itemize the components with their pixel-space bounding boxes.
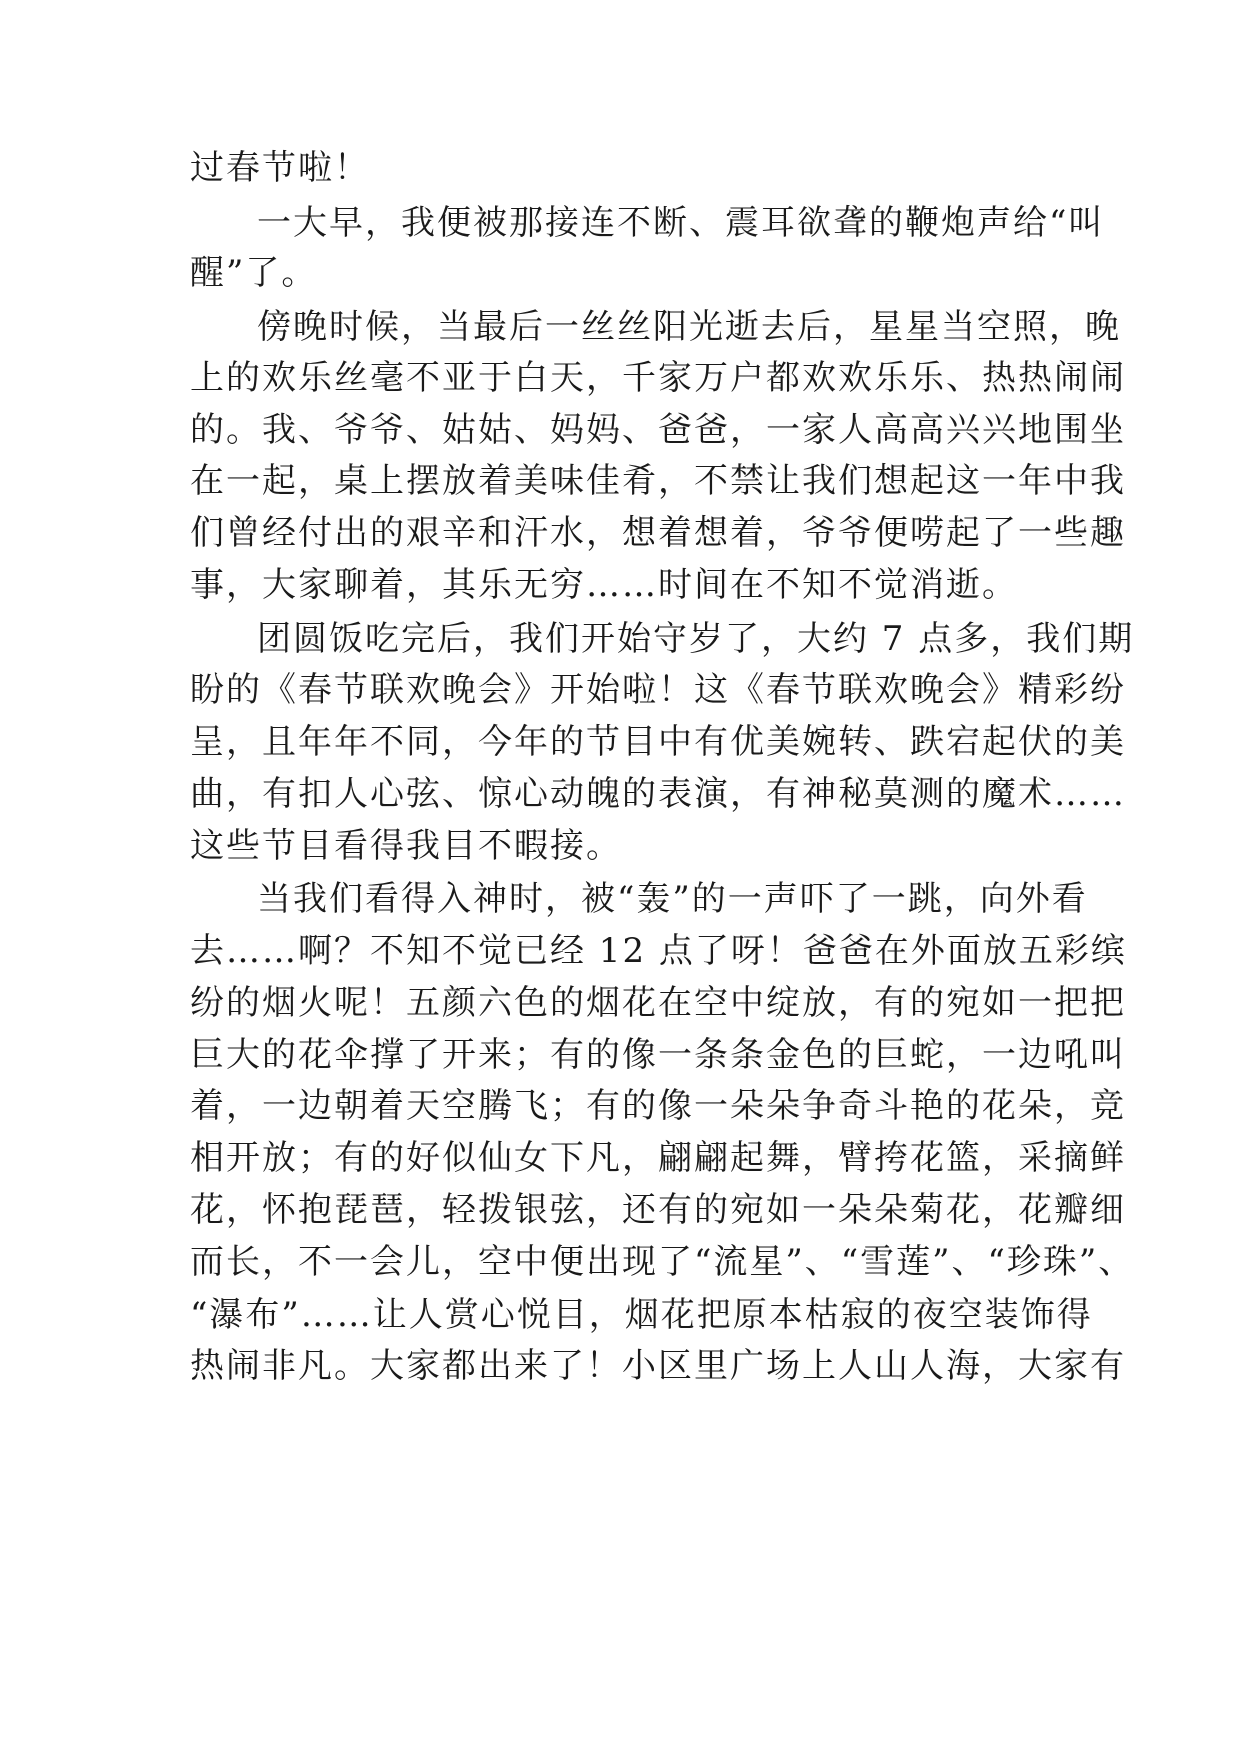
text-line: 盼的《春节联欢晚会》开始啦！这《春节联欢晚会》精彩纷 (190, 670, 1126, 710)
text-line: 去……啊？不知不觉已经 12 点了呀！爸爸在外面放五彩缤 (190, 931, 1127, 971)
text-line: 事，大家聊着，其乐无穷……时间在不知不觉消逝。 (190, 565, 1018, 605)
text-line: 而长，不一会儿，空中便出现了“流星”、“雪莲”、“珍珠”、 (190, 1242, 1135, 1282)
text-line: 上的欢乐丝毫不亚于白天，千家万户都欢欢乐乐、热热闹闹 (190, 358, 1126, 398)
text-line: 相开放；有的好似仙女下凡，翩翩起舞，臂挎花篮，采摘鲜 (190, 1138, 1126, 1178)
text-line: 花，怀抱琵琶，轻拨银弦，还有的宛如一朵朵菊花，花瓣细 (190, 1190, 1126, 1230)
paragraph-start: 团圆饭吃完后，我们开始守岁了，大约 7 点多，我们期 (257, 619, 1135, 659)
text-line: 纷的烟火呢！五颜六色的烟花在空中绽放，有的宛如一把把 (190, 983, 1126, 1023)
text-line: 们曾经付出的艰辛和汗水，想着想着，爷爷便唠起了一些趣 (190, 513, 1126, 553)
text-line: 这些节目看得我目不暇接。 (190, 826, 622, 866)
text-line: 热闹非凡。大家都出来了！小区里广场上人山人海，大家有 (190, 1346, 1126, 1386)
text-line: 过春节啦！ (190, 148, 370, 188)
text-line: 着，一边朝着天空腾飞；有的像一朵朵争奇斗艳的花朵，竞 (190, 1086, 1126, 1126)
text-line: 曲，有扣人心弦、惊心动魄的表演，有神秘莫测的魔术…… (190, 774, 1126, 814)
paragraph-start: 一大早，我便被那接连不断、震耳欲聋的鞭炮声给“叫 (257, 203, 1105, 243)
text-line: 的。我、爷爷、姑姑、妈妈、爸爸，一家人高高兴兴地围坐 (190, 410, 1126, 450)
paragraph-start: 当我们看得入神时，被“轰”的一声吓了一跳，向外看 (257, 879, 1088, 919)
text-line: 醒”了。 (190, 253, 318, 293)
text-line: 呈，且年年不同，今年的节目中有优美婉转、跌宕起伏的美 (190, 722, 1126, 762)
paragraph-start: 傍晚时候，当最后一丝丝阳光逝去后，星星当空照，晚 (257, 307, 1121, 347)
text-line: 巨大的花伞撑了开来；有的像一条条金色的巨蛇，一边吼叫 (190, 1035, 1126, 1075)
text-line: “瀑布”……让人赏心悦目，烟花把原本枯寂的夜空装饰得 (190, 1295, 1093, 1335)
text-line: 在一起，桌上摆放着美味佳肴，不禁让我们想起这一年中我 (190, 461, 1126, 501)
